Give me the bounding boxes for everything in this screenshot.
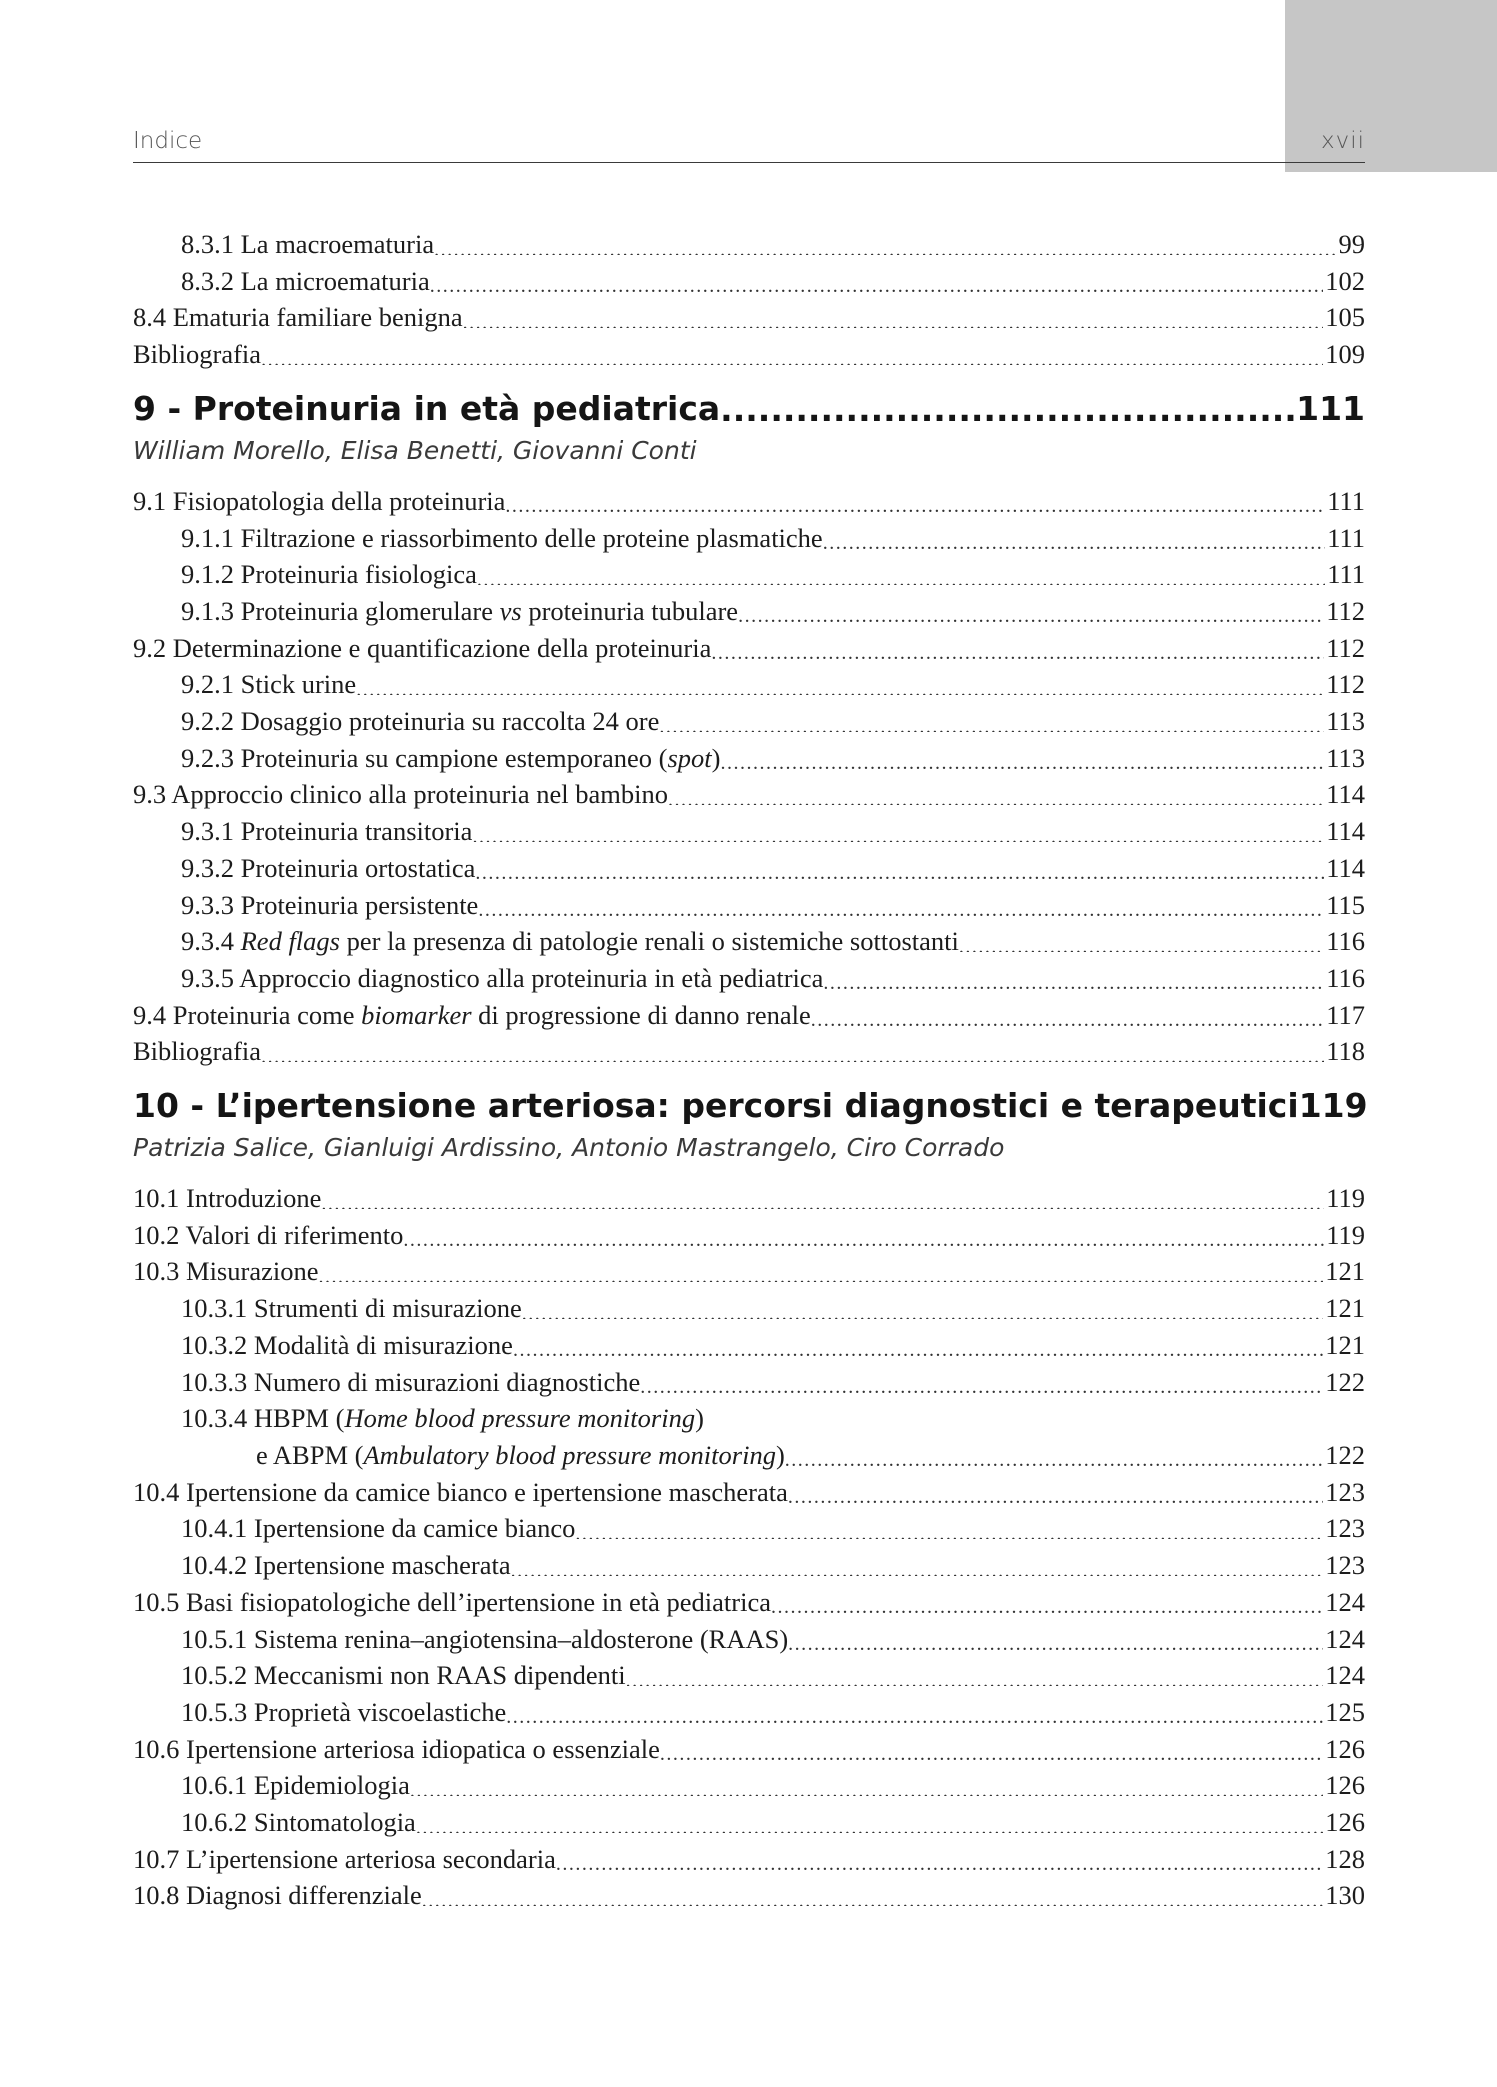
toc-entry[interactable]: Bibliografia ..... 118 [133, 1033, 1365, 1070]
chapter-page: 119 [1298, 1086, 1368, 1126]
toc-entry[interactable]: 9.3.4 Red flags per la presenza di patologie renali o sistemiche sottostanti ..... 116 [133, 923, 1365, 960]
toc-entry[interactable]: 10.5.2 Meccanismi non RAAS dipendenti ..... 124 [133, 1657, 1365, 1694]
toc-entry[interactable]: 10.4 Ipertensione da camice bianco e ipertensione mascherata ..... 123 [133, 1474, 1365, 1511]
chapter-authors: William Morello, Elisa Benetti, Giovanni Conti [133, 435, 697, 465]
toc-entry[interactable]: 9.2.3 Proteinuria su campione estemporaneo (spot) ..... 113 [133, 740, 1365, 777]
toc-entry[interactable]: 10.3.3 Numero di misurazioni diagnostiche ..... 122 [133, 1364, 1365, 1401]
toc-entry[interactable]: 10.3.1 Strumenti di misurazione ..... 121 [133, 1290, 1365, 1327]
chapter-heading[interactable] [133, 387, 1365, 431]
toc-entry[interactable]: 10.3.2 Modalità di misurazione ..... 121 [133, 1327, 1365, 1364]
chapter-title: 10 - L’ipertensione arteriosa: percorsi diagnostici e terapeutici [133, 1086, 1299, 1126]
toc-entry[interactable]: 9.2.2 Dosaggio proteinuria su raccolta 24 ore ..... 113 [133, 703, 1365, 740]
toc-entry[interactable]: 10.6 Ipertensione arteriosa idiopatica o essenziale ..... 126 [133, 1731, 1365, 1768]
toc-entry[interactable]: Bibliografia ..... 109 [133, 336, 1365, 373]
toc-entry[interactable]: 10.4.1 Ipertensione da camice bianco ..... 123 [133, 1510, 1365, 1547]
toc-entry[interactable]: 9.3.5 Approccio diagnostico alla proteinuria in età pediatrica ..... 116 [133, 960, 1365, 997]
toc-entry[interactable]: e ABPM (Ambulatory blood pressure monitoring) ..... 122 [133, 1437, 1365, 1474]
toc-entry[interactable]: 10.2 Valori di riferimento ..... 119 [133, 1217, 1365, 1254]
toc-entry[interactable]: 10.8 Diagnosi differenziale ..... 130 [133, 1877, 1365, 1914]
toc-entry[interactable]: 10.5.1 Sistema renina–angiotensina–aldosterone (RAAS) ..... 124 [133, 1621, 1365, 1658]
toc-entry[interactable]: 9.3.1 Proteinuria transitoria ..... 114 [133, 813, 1365, 850]
chapter-authors: Patrizia Salice, Gianluigi Ardissino, Antonio Mastrangelo, Ciro Corrado [133, 1133, 1005, 1163]
page-number: xvii [1320, 128, 1365, 154]
toc-entry[interactable]: 9.3.3 Proteinuria persistente ..... 115 [133, 887, 1365, 924]
toc-entry[interactable]: 10.6.2 Sintomatologia ..... 126 [133, 1804, 1365, 1841]
toc-entry[interactable]: 10.4.2 Ipertensione mascherata ..... 123 [133, 1547, 1365, 1584]
toc-entry[interactable]: 9.1.2 Proteinuria fisiologica ..... 111 [133, 556, 1365, 593]
toc-entry[interactable]: 9.1.1 Filtrazione e riassorbimento delle proteine plasmatiche ..... 111 [133, 520, 1365, 557]
toc-entry[interactable]: 10.5 Basi fisiopatologiche dell’ipertensione in età pediatrica ..... 124 [133, 1584, 1365, 1621]
toc-entry[interactable]: 9.4 Proteinuria come biomarker di progressione di danno renale ..... 117 [133, 997, 1365, 1034]
toc-entry[interactable]: 9.3 Approccio clinico alla proteinuria nel bambino ..... 114 [133, 776, 1365, 813]
toc-entry[interactable]: 10.3 Misurazione ..... 121 [133, 1253, 1365, 1290]
toc-entry[interactable]: 8.3.2 La microematuria ..... 102 [133, 263, 1365, 300]
toc-entry-line[interactable]: 10.3.4 HBPM (Home blood pressure monitoring) [181, 1403, 704, 1434]
toc-entry[interactable]: 10.5.3 Proprietà viscoelastiche ..... 125 [133, 1694, 1365, 1731]
toc-entry[interactable]: 9.1 Fisiopatologia della proteinuria ..... 111 [133, 483, 1365, 520]
toc-entry[interactable]: 10.1 Introduzione ..... 119 [133, 1180, 1365, 1217]
table-of-contents [133, 226, 1368, 1914]
toc-entry[interactable]: 9.3.2 Proteinuria ortostatica ..... 114 [133, 850, 1365, 887]
running-header [133, 124, 1365, 163]
chapter-heading[interactable] [133, 1084, 1368, 1128]
toc-entry[interactable]: 9.2 Determinazione e quantificazione della proteinuria ..... 112 [133, 630, 1365, 667]
toc-entry[interactable]: 8.3.1 La macroematuria ..... 99 [133, 226, 1365, 263]
toc-entry[interactable]: 8.4 Ematuria familiare benigna ..... 105 [133, 299, 1365, 336]
chapter-page: 111 [1296, 388, 1365, 428]
toc-entry[interactable]: 10.6.1 Epidemiologia ..... 126 [133, 1767, 1365, 1804]
chapter-title: 9 - Proteinuria in età pediatrica [133, 388, 721, 428]
toc-entry[interactable]: 9.2.1 Stick urine ..... 112 [133, 666, 1365, 703]
running-header-section: Indice [133, 128, 203, 154]
toc-entry[interactable]: 10.7 L’ipertensione arteriosa secondaria ..... 128 [133, 1841, 1365, 1878]
toc-entry[interactable]: 9.1.3 Proteinuria glomerulare vs proteinuria tubulare ..... 112 [133, 593, 1365, 630]
